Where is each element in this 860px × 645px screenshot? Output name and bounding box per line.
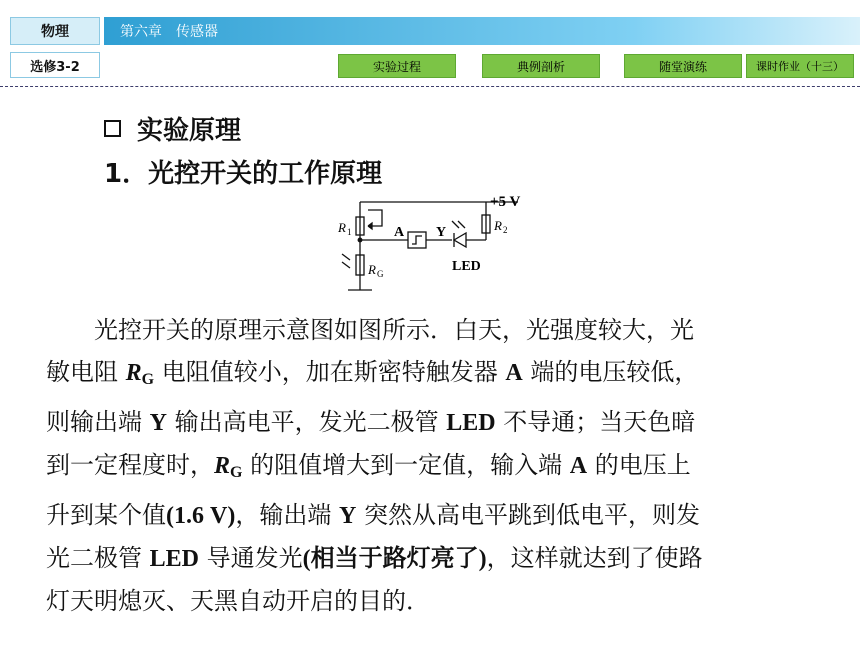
rg-subscript: G	[377, 269, 384, 279]
top-bar	[0, 0, 860, 48]
paragraph-line: 升到某个值(1.6 V)，输出端 Y 突然从高电平跳到低电平，则发	[46, 501, 700, 529]
module-label: 选修3-2	[10, 52, 100, 78]
voltage-label: +5 V	[490, 194, 521, 210]
r2-subscript: 2	[503, 225, 508, 235]
led-label: LED	[452, 259, 481, 274]
rg-label: R	[368, 262, 376, 277]
nav-button-experiment-process[interactable]: 实验过程	[338, 54, 456, 78]
header-divider	[0, 86, 860, 87]
paragraph-line: 光控开关的原理示意图如图所示．白天，光强度较大，光	[94, 316, 694, 344]
nav-button-homework[interactable]: 课时作业（十三）	[746, 54, 854, 78]
light-control-circuit-diagram	[328, 190, 558, 300]
square-bullet-icon	[104, 120, 121, 137]
explanation-paragraph	[46, 309, 816, 622]
r1-subscript: 1	[347, 227, 352, 237]
nav-button-in-class-practice[interactable]: 随堂演练	[624, 54, 742, 78]
r2-label: R	[494, 218, 502, 233]
paragraph-line: 光二极管 LED 导通发光(相当于路灯亮了)，这样就达到了使路	[46, 544, 703, 572]
output-y-label: Y	[436, 225, 447, 240]
section-heading-text: 实验原理	[137, 116, 242, 146]
subheading: 1．光控开关的工作原理	[104, 159, 383, 189]
chapter-title: 第六章 传感器	[120, 24, 218, 40]
input-a-label: A	[394, 225, 405, 240]
subject-label: 物理	[10, 17, 100, 45]
paragraph-line: 到一定程度时，$R_G$ 的阻值增大到一定值，输入端 A 的电压上	[46, 451, 691, 481]
r1-label: R	[338, 220, 346, 235]
paragraph-line: 灯天明熄灭、天黑自动开启的目的．	[46, 587, 430, 615]
nav-button-example-analysis[interactable]: 典例剖析	[482, 54, 600, 78]
paragraph-line: 敏电阻 $R_G$ 电阻值较小，加在斯密特触发器 A 端的电压较低，	[46, 358, 699, 388]
section-heading	[104, 110, 241, 147]
paragraph-line: 则输出端 Y 输出高电平，发光二极管 LED 不导通；当天色暗	[46, 408, 696, 436]
